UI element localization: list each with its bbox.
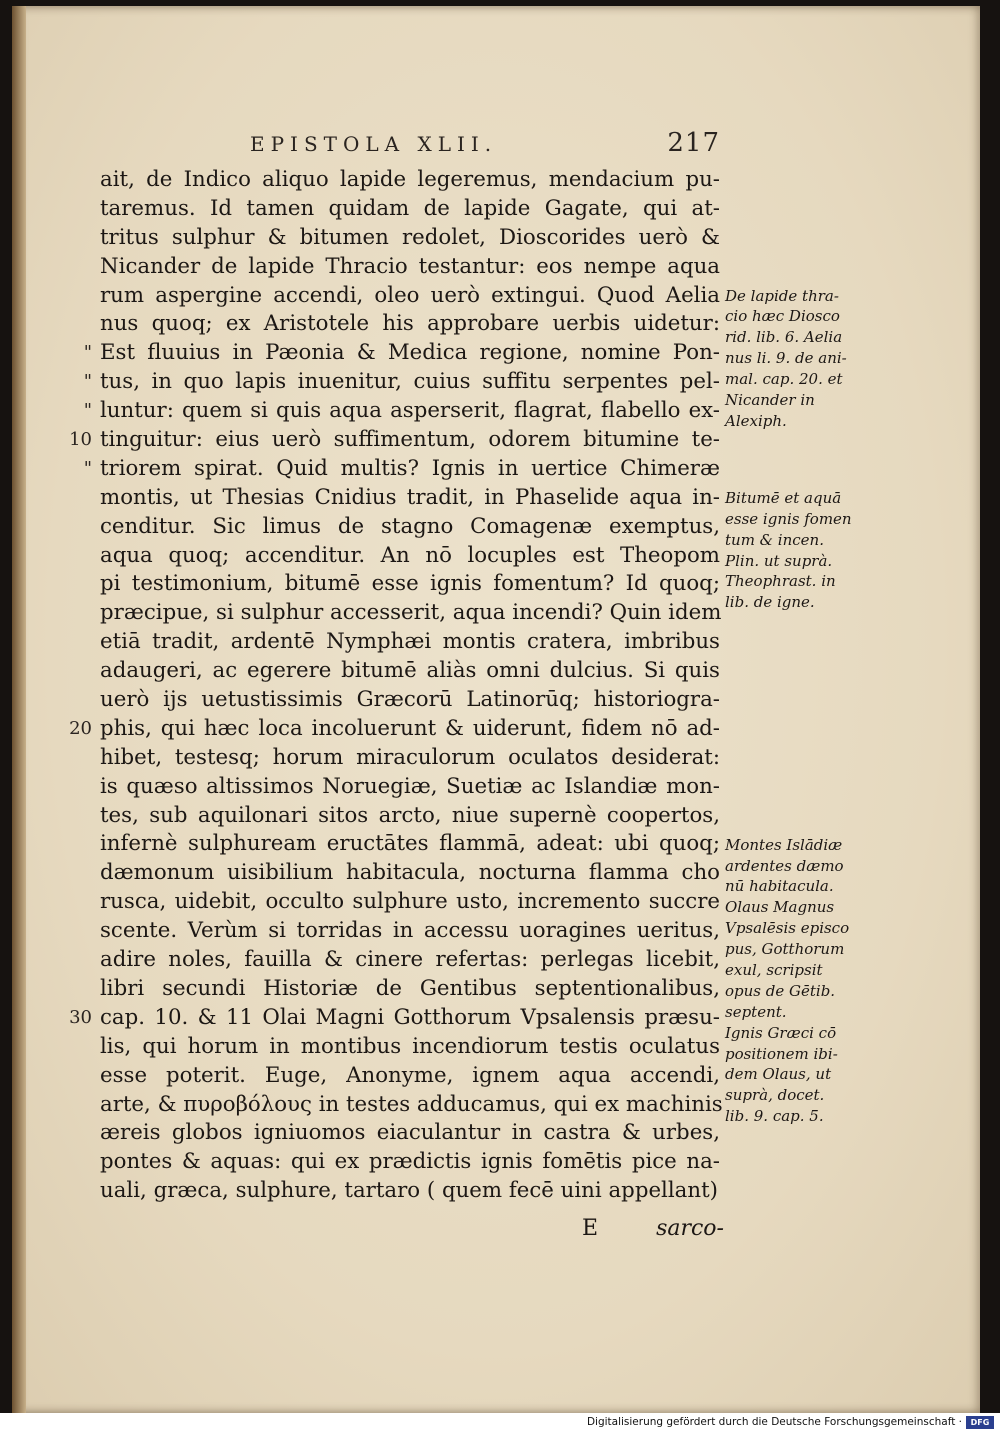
marginal-note-line: positionem ibi- — [725, 1044, 838, 1063]
line-text: is quæso altissimos Noruegiæ, Suetiæ ac Islandiæ mon- — [100, 773, 720, 799]
marginal-note-line: pus, Gotthorum — [725, 940, 845, 959]
marginal-note — [725, 835, 849, 1127]
marginal-note-line: Bitumē et aquā — [725, 488, 842, 507]
line-marker: " — [83, 400, 92, 422]
line-text: montis, ut Thesias Cnidius tradit, in Phaselide aqua in- — [100, 484, 720, 510]
text-line — [100, 542, 720, 571]
marginal-note-line: De lapide thra- — [725, 286, 839, 305]
line-text: adire noles, fauilla & cinere refertas: perlegas licebit, — [100, 947, 720, 973]
text-line — [100, 1177, 720, 1206]
marginal-note-line: lib. 9. cap. 5. — [725, 1107, 824, 1126]
line-text: adaugeri, ac egerere bitumē aliàs omni dulcius. Si quis — [100, 658, 720, 684]
line-text: tritus sulphur & bitumen redolet, Dioscorides uerò & — [100, 224, 720, 250]
text-line — [100, 1148, 720, 1177]
line-marker: " — [83, 457, 92, 479]
line-text: arte, & πυροβόλους in testes adducamus, qui ex machinis — [100, 1091, 723, 1117]
line-text: uali, græca, sulphure, tartaro ( quem fecē uini appellant) — [100, 1178, 718, 1204]
line-marker: 20 — [69, 717, 92, 739]
line-text: præcipue, si sulphur accesserit, aqua incendi? Quin idem — [100, 600, 722, 626]
line-text: cap. 10. & 11 Olai Magni Gotthorum Vpsalensis præsu- — [100, 1004, 720, 1030]
text-line — [100, 195, 720, 224]
marginal-note-line: esse ignis fomen — [725, 509, 852, 528]
marginal-note-line: Plin. ut suprà. — [725, 551, 833, 570]
line-marker: " — [83, 371, 92, 393]
marginal-note-line: cio hæc Diosco — [725, 307, 840, 326]
marginal-note-line: dem Olaus, ut — [725, 1065, 832, 1084]
line-text: Nicander de lapide Thracio testantur: eos nempe aqua — [100, 253, 720, 279]
text-line — [100, 830, 720, 859]
footer-credit: Digitalisierung gefördert durch die Deutsche Forschungsgemeinschaft · — [586, 1416, 962, 1428]
marginal-note-line: Olaus Magnus — [725, 898, 835, 917]
text-line — [100, 802, 720, 831]
line-marker: 30 — [69, 1006, 92, 1028]
text-line — [100, 946, 720, 975]
text-line — [100, 686, 720, 715]
text-line — [69, 715, 720, 744]
text-line — [100, 282, 720, 311]
line-text: rum aspergine accendi, oleo uerò extingui. Quod Aelia — [100, 282, 720, 308]
catchword: sarco- — [656, 1216, 724, 1241]
marginal-note-line: nus li. 9. de ani- — [725, 349, 847, 368]
line-text: uerò ijs uetustissimis Græcorū Latinorūq; historiogra- — [100, 687, 720, 713]
marginal-note-line: lib. de igne. — [725, 593, 815, 612]
line-text: libri secundi Historiæ de Gentibus septentionalibus, — [100, 975, 720, 1001]
text-line — [69, 1004, 720, 1033]
line-text: pi testimonium, bitumē esse ignis fomentum? Id quoq; — [100, 571, 720, 597]
page-gutter — [12, 6, 26, 1413]
line-text: phis, qui hæc loca incoluerunt & uiderunt, fidem nō ad- — [100, 715, 720, 741]
marginal-note — [725, 488, 852, 613]
line-text: aqua quoq; accenditur. An nō locuples est Theopom — [100, 542, 720, 568]
text-line — [69, 426, 720, 455]
text-line — [100, 224, 720, 253]
marginal-note-line: rid. lib. 6. Aelia — [725, 328, 843, 347]
text-line — [83, 397, 720, 426]
running-title: EPISTOLA XLII. — [250, 132, 498, 156]
text-line — [100, 888, 720, 917]
marginal-note-line: Ignis Græci cō — [725, 1023, 837, 1042]
text-line — [100, 773, 720, 802]
marginal-note-line: suprà, docet. — [725, 1086, 825, 1105]
line-text: ait, de Indico aliquo lapide legeremus, mendacium pu- — [100, 167, 720, 192]
digitization-footer — [0, 1413, 1000, 1432]
text-line — [100, 628, 720, 657]
line-text: infernè sulphuream eructātes flammā, adeat: ubi quoq; — [100, 831, 720, 857]
line-text: nus quoq; ex Aristotele his approbare uerbis uidetur: — [100, 311, 720, 337]
line-text: tinguitur: eius uerò suffimentum, odorem bitumine te- — [100, 427, 720, 453]
line-marker: 10 — [69, 429, 92, 451]
marginal-note-line: ardentes dæmo — [725, 856, 844, 875]
marginal-note-line: exul, scripsit — [725, 961, 823, 980]
line-text: etiā tradit, ardentē Nymphæi montis cratera, imbribus — [100, 629, 720, 655]
text-line — [100, 570, 720, 599]
marginal-note-line: Theophrast. in — [725, 572, 836, 591]
line-marker: " — [83, 342, 92, 364]
text-line — [100, 310, 720, 339]
line-text: cenditur. Sic limus de stagno Comagenæ exemptus, — [100, 513, 720, 539]
line-text: tes, sub aquilonari sitos arcto, niue supernè coopertos, — [100, 802, 720, 828]
page-number: 217 — [667, 128, 720, 158]
text-line — [100, 917, 720, 946]
marginal-note-line: nū habitacula. — [725, 877, 834, 896]
text-line — [83, 339, 720, 368]
line-text: tus, in quo lapis inuenitur, cuius suffitu serpentes pel- — [100, 369, 720, 395]
dfg-logo-icon: DFG — [966, 1416, 994, 1429]
line-text: rusca, uidebit, occulto sulphure usto, incremento succre — [100, 889, 720, 915]
line-text: æreis globos igniuomos eiaculantur in castra & urbes, — [100, 1120, 720, 1146]
marginal-note-line: Vpsalēsis episco — [725, 919, 850, 938]
marginal-note-line: mal. cap. 20. et — [725, 370, 843, 389]
text-line — [100, 166, 720, 195]
line-text: esse poterit. Euge, Anonyme, ignem aqua accendi, — [100, 1062, 720, 1088]
text-line — [100, 484, 720, 513]
text-line — [100, 744, 720, 773]
marginal-note — [725, 286, 847, 432]
line-text: dæmonum uisibilium habitacula, nocturna flamma cho — [100, 860, 720, 886]
line-text: lis, qui horum in montibus incendiorum testis oculatus — [100, 1033, 720, 1059]
marginal-note-line: opus de Gētib. — [725, 981, 836, 1000]
text-line — [100, 599, 720, 628]
marginal-note-line: Nicander in — [725, 391, 815, 410]
line-text: taremus. Id tamen quidam de lapide Gagate, qui at- — [100, 195, 720, 221]
text-line — [100, 1119, 720, 1148]
running-header — [250, 124, 720, 164]
main-text-block — [69, 166, 723, 1206]
line-text: scente. Verùm si torridas in accessu uoragines ueritus, — [100, 918, 720, 944]
text-line — [100, 1091, 723, 1120]
line-text: hibet, testesq; horum miraculorum oculatos desiderat: — [100, 744, 720, 770]
text-line — [100, 657, 720, 686]
text-line — [83, 368, 720, 397]
marginal-note-line: tum & incen. — [725, 530, 824, 549]
text-line — [100, 859, 720, 888]
marginal-note-line: Alexiph. — [725, 411, 787, 430]
text-line — [100, 513, 720, 542]
text-line — [83, 455, 720, 484]
text-line — [100, 253, 720, 282]
line-text: Est fluuius in Pæonia & Medica regione, nomine Pon- — [100, 340, 720, 366]
marginal-note-line: Montes Islādiæ — [725, 835, 843, 854]
text-line — [100, 1062, 720, 1091]
page-foot — [100, 1216, 724, 1246]
line-text: luntur: quem si quis aqua asperserit, flagrat, flabello ex- — [100, 398, 720, 424]
marginal-note-line: septent. — [725, 1002, 787, 1021]
signature-mark: E — [582, 1216, 599, 1241]
line-text: triorem spirat. Quid multis? Ignis in uertice Chimeræ — [100, 455, 720, 481]
text-line — [100, 1033, 720, 1062]
line-text: pontes & aquas: qui ex prædictis ignis fomētis pice na- — [100, 1149, 720, 1175]
text-line — [100, 975, 720, 1004]
